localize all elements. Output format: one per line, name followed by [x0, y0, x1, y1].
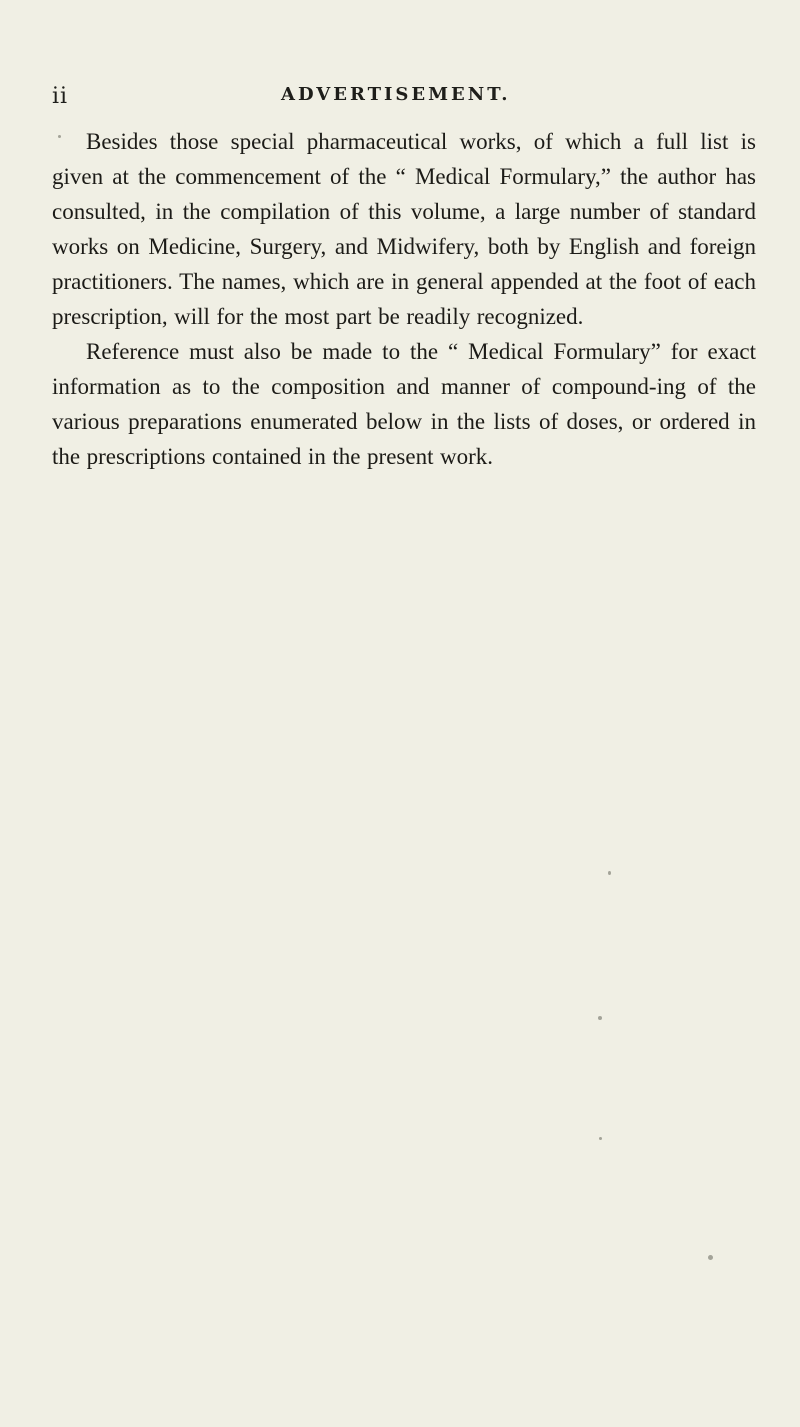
paper-speck: [598, 1016, 602, 1020]
paragraph-2: Reference must also be made to the “ Medical Formulary” for exact information as to the composition and manner of compound-ing of the various preparations enumerated below in the lists of doses, or ordered in the prescriptions contained in the present work.: [52, 339, 756, 469]
page-number: ii: [52, 84, 69, 109]
paragraph-1: Besides those special pharmaceutical works, of which a full list is given at the commencement of the “ Medical Formulary,” the author has consulted, in the compilation of this volume, a large number of standard works on Medicine, Surgery, and Midwifery, both by English and foreign practitioners. The names, which are in general appended at the foot of each prescription, will for the most part be readily recognized.: [52, 129, 756, 329]
body-text: [52, 124, 756, 474]
page-header: [52, 84, 752, 114]
paper-speck: [58, 135, 61, 138]
paper-speck: [608, 871, 611, 875]
paper-speck: [599, 1137, 602, 1140]
running-head: ADVERTISEMENT.: [281, 84, 511, 105]
paper-speck: [708, 1255, 713, 1260]
